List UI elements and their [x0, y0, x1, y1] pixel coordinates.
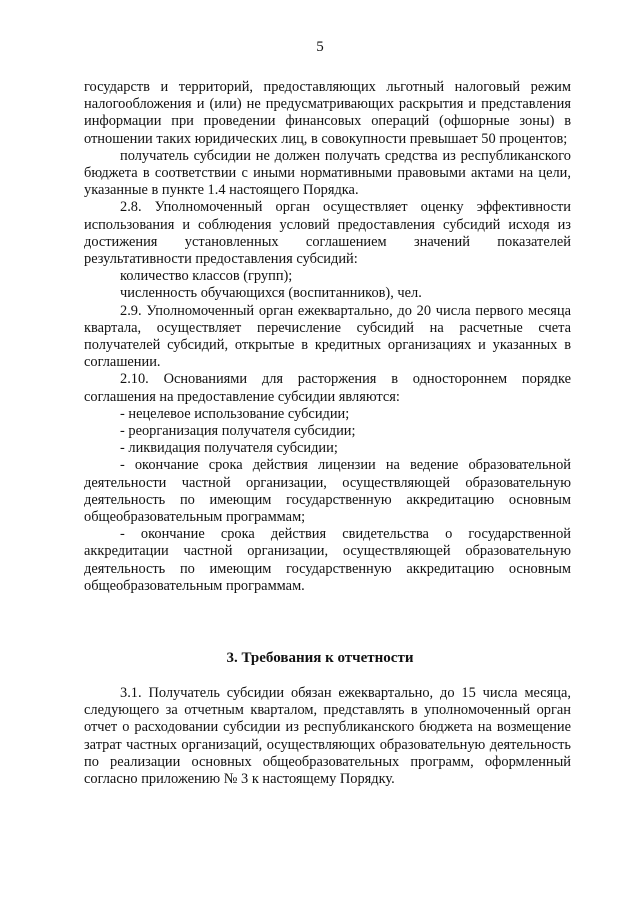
list-item-accreditation-expiry: - окончание срока действия свидетельства о государственной аккредитации частной организации, осуществляющей образовательную деятельность по имеющим государственную аккредитацию основным общеобразовательным программам. — [84, 526, 571, 594]
paragraph-2-8: 2.8. Уполномоченный орган осуществляет оценку эффективности использования и соблюдения условий предоставления субсидий исходя из достижения установленных соглашением значений показателей результативности предоставления субсидий: — [84, 199, 571, 268]
paragraph-2-9: 2.9. Уполномоченный орган ежеквартально, до 20 числа первого месяца квартала, осуществляет перечисление субсидий на расчетные счета получателей субсидий, открытые в кредитных организациях и указанных в соглашении. — [84, 302, 571, 371]
paragraph-indicator-classes: количество классов (групп); — [120, 268, 293, 285]
list-item-misuse: - нецелевое использование субсидии; — [120, 405, 350, 422]
list-item-liquidation: - ликвидация получателя субсидии; — [120, 440, 338, 457]
list-item-reorganization: - реорганизация получателя субсидии; — [120, 423, 356, 440]
paragraph-2-10: 2.10. Основаниями для расторжения в одностороннем порядке соглашения на предоставление субсидии являются: — [84, 371, 571, 405]
paragraph-indicator-students: численность обучающихся (воспитанников), чел. — [120, 285, 422, 302]
list-item-license-expiry: - окончание срока действия лицензии на ведение образовательной деятельности частной организации, осуществляющей образовательную деятельность по имеющим государственную аккредитацию основным общеобразовательным программам; — [84, 457, 571, 526]
document-body-top — [84, 79, 571, 595]
section-heading: 3. Требования к отчетности — [226, 650, 414, 666]
page-number: 5 — [316, 39, 324, 55]
paragraph-offshore-continuation: государств и территорий, предоставляющих льготный налоговый режим налогообложения и (или) не предусматривающих раскрытия и представления информации при проведении финансовых операций (офшорные зоны) в отношении таких юридических лиц, в совокупности превышает 50 процентов; — [84, 79, 571, 147]
paragraph-3-1: 3.1. Получатель субсидии обязан ежеквартально, до 15 числа месяца, следующего за отчетным кварталом, представлять в уполномоченный орган отчет о расходовании субсидии из республиканского бюджета на возмещение затрат частных организаций, осуществляющих образовательную деятельность по реализации основных общеобразовательных программ, оформленный согласно приложению № 3 к настоящему Порядку. — [84, 685, 571, 788]
paragraph-no-other-funds: получатель субсидии не должен получать средства из республиканского бюджета в соответствии с иными нормативными правовыми актами на цели, указанные в пункте 1.4 настоящего Порядка. — [84, 147, 571, 199]
document-body-bottom — [84, 685, 571, 788]
